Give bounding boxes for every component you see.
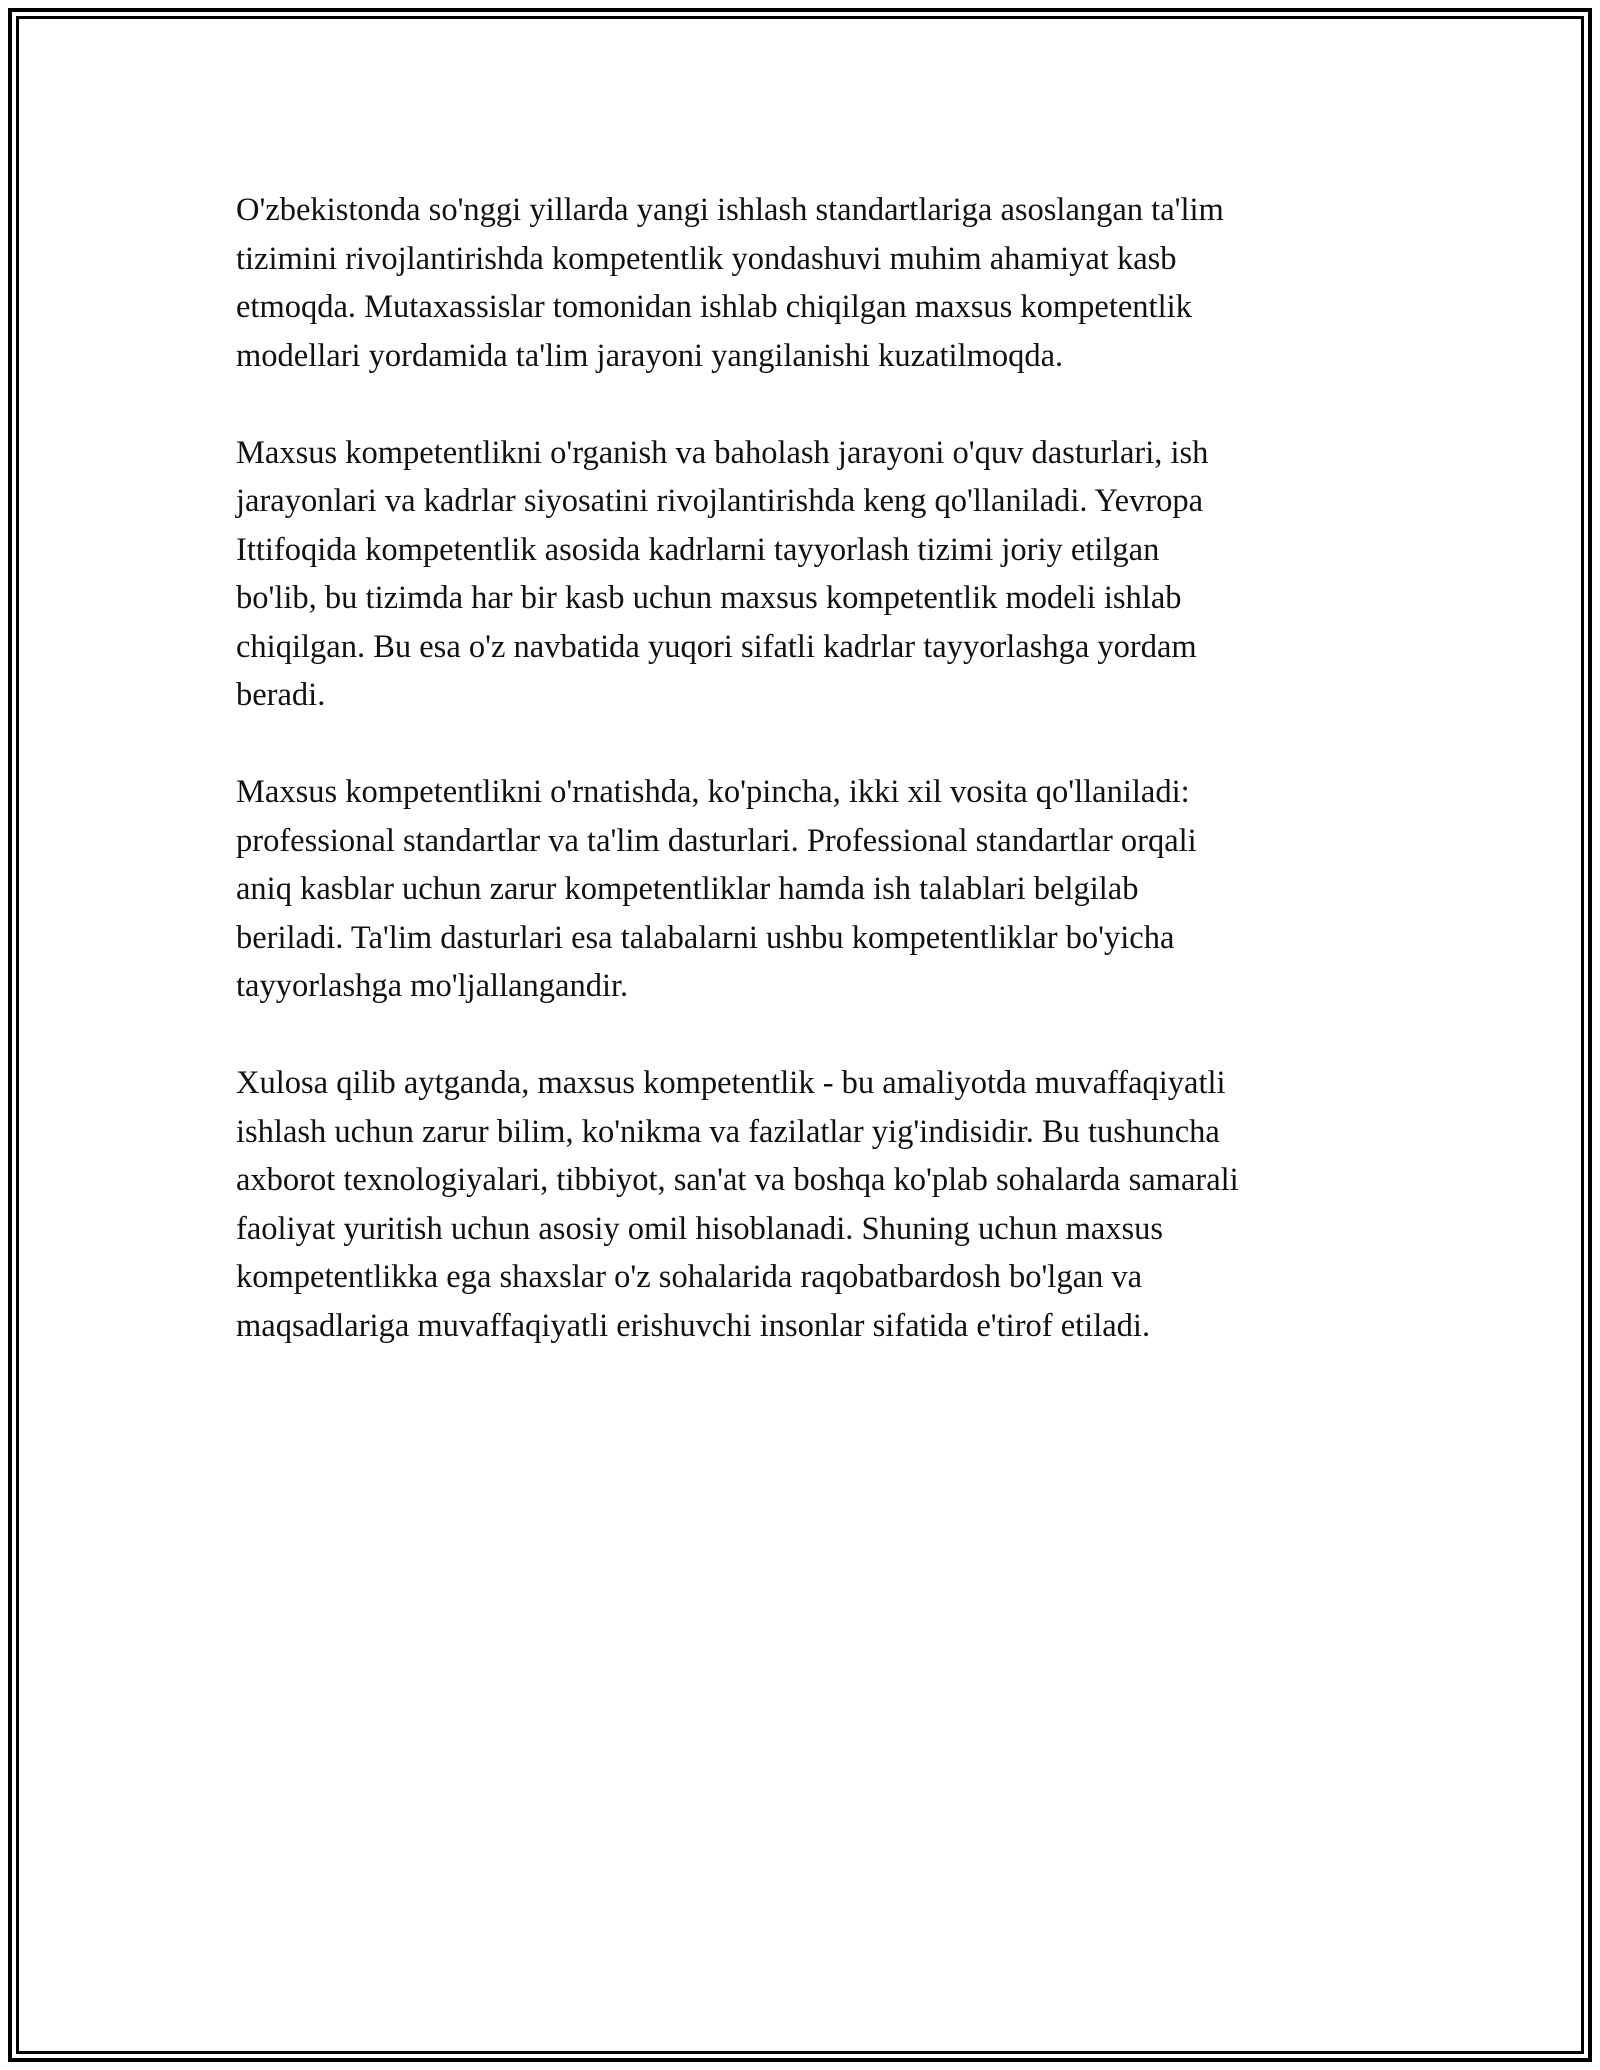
paragraph-1: O'zbekistonda so'nggi yillarda yangi ishlash standartlariga asoslangan ta'lim tizimini rivojlantirishda kompetentlik yondashuvi muhim ahamiyat kasb etmoqda. Mutaxassislar tomonidan ishlab chiqilgan maxsus kompetentlik modellari yordamida ta'lim jarayoni yangilanishi kuzatilmoqda. (236, 192, 1224, 374)
paragraph-4: Xulosa qilib aytganda, maxsus kompetentlik - bu amaliyotda muvaffaqiyatli ishlash uchun zarur bilim, ko'nikma va fazilatlar yig'indisidir. Bu tushuncha axborot texnologiyalari, tibbiyot, san'at va boshqa ko'plab sohalarda samarali faoliyat yuritish uchun asosiy omil hisoblanadi. Shuning uchun maxsus kompetentlikka ega shaxslar o'z sohalarida raqobatbardosh bo'lgan va maqsadlariga muvaffaqiyatli erishuvchi insonlar sifatida e'tirof etiladi. (236, 1065, 1239, 1344)
paragraph-3: Maxsus kompetentlikni o'rnatishda, ko'pincha, ikki xil vosita qo'llaniladi: professional standartlar va ta'lim dasturlari. Professional standartlar orqali aniq kasblar uchun zarur kompetentliklar hamda ish talablari belgilab beriladi. Ta'lim dasturlari esa talabalarni ushbu kompetentliklar bo'yicha tayyorlashga mo'ljallangandir. (236, 774, 1197, 1004)
paragraph-2: Maxsus kompetentlikni o'rganish va baholash jarayoni o'quv dasturlari, ish jarayonlari va kadrlar siyosatini rivojlantirishda keng qo'llaniladi. Yevropa Ittifoqida kompetentlik asosida kadrlarni tayyorlash tizimi joriy etilgan bo'lib, bu tizimda har bir kasb uchun maxsus kompetentlik modeli ishlab chiqilgan. Bu esa o'z navbatida yuqori sifatli kadrlar tayyorlashga yordam beradi. (236, 434, 1209, 713)
document-body (236, 186, 1386, 1399)
